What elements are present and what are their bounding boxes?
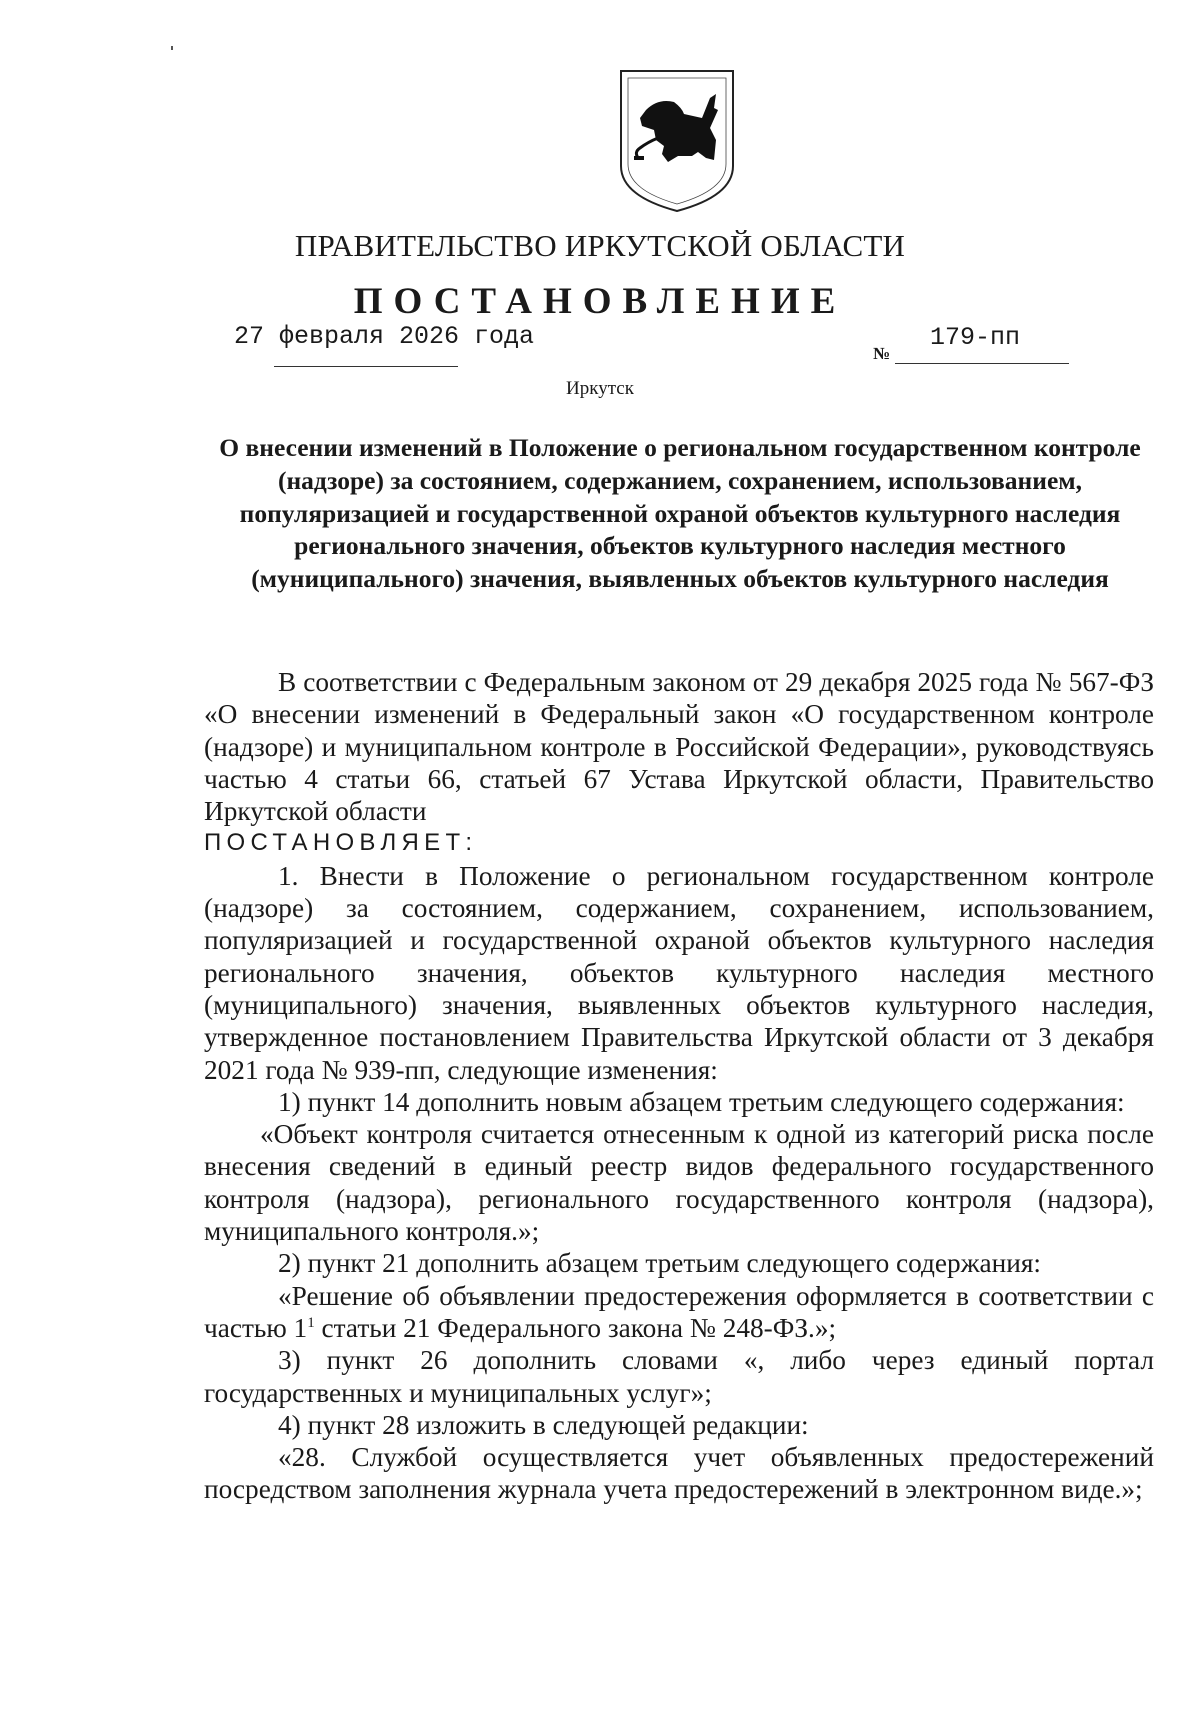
scan-speck	[171, 46, 173, 50]
number-sign: №	[873, 344, 891, 363]
document-type: ПОСТАНОВЛЕНИЕ	[353, 281, 847, 322]
document-heading: О внесении изменений в Положение о региональном государственном контроле (надзоре) за состоянием, содержанием, сохранением, использованием, популяризацией и государственной охраной объектов культурного наследия регионального значения, объектов культурного наследия местного (муниципального) значения, выявленных объектов культурного наследия	[219, 433, 1141, 594]
subitem-2-quote	[204, 1280, 1154, 1345]
resolve-word: ПОСТАНОВЛЯЕТ:	[204, 829, 478, 857]
superscript-one: 1	[307, 1314, 315, 1331]
subitem-4-paragraph: 4) пункт 28 изложить в следующей редакции:	[278, 1409, 809, 1440]
date-underline	[274, 366, 458, 367]
document-body	[204, 666, 1154, 1506]
subitem-3-paragraph: 3) пункт 26 дополнить словами «, либо через единый портал государственных и муниципальных услуг»;	[204, 1345, 1154, 1408]
subitem-2-paragraph: 2) пункт 21 дополнить абзацем третьим следующего содержания:	[278, 1248, 1042, 1279]
number-underline	[895, 363, 1069, 364]
subitem-1-quote: «Объект контроля считается отнесенным к одной из категорий риска после внесения сведений в единый реестр видов федерального государственного контроля (надзора), регионального государственного контроля (надзора), муниципального контроля.»;	[204, 1119, 1154, 1247]
subitem-2-quote-text-a: «Решение об объявлении предостережения оформляется в соответствии с частью 1	[204, 1280, 1154, 1343]
irkutsk-babr-emblem-icon	[618, 68, 736, 214]
city: Иркутск	[566, 378, 634, 399]
subitem-2-quote-text-b: статьи 21 Федерального закона № 248-ФЗ.»;	[314, 1312, 837, 1343]
item-1-paragraph: 1. Внести в Положение о региональном государственном контроле (надзоре) за состоянием, содержанием, сохранением, использованием, популяризацией и государственной охраной объектов культурного наследия регионального значения, объектов культурного наследия местного (муниципального) значения, выявленных объектов культурного наследия, утвержденное постановлением Правительства Иркутской области от 3 декабря 2021 года № 939-пп, следующие изменения:	[204, 860, 1154, 1085]
preamble-paragraph: В соответствии с Федеральным законом от 29 декабря 2025 года № 567-ФЗ «О внесении изменений в Федеральный закон «О государственном контроле (надзоре) и муниципальном контроле в Российской Федерации», руководствуясь частью 4 статьи 66, статьей 67 Устава Иркутской области, Правительство Иркутской области	[204, 667, 1154, 827]
subitem-1-paragraph: 1) пункт 14 дополнить новым абзацем третьим следующего содержания:	[278, 1086, 1125, 1117]
government-title: ПРАВИТЕЛЬСТВО ИРКУТСКОЙ ОБЛАСТИ	[294, 228, 906, 263]
subitem-4-quote: «28. Службой осуществляется учет объявленных предостережений посредством заполнения журнала учета предостережений в электронном виде.»;	[204, 1442, 1154, 1505]
document-number: 179-пп	[930, 323, 1021, 352]
document-date: 27 февраля 2026 года	[234, 322, 535, 351]
